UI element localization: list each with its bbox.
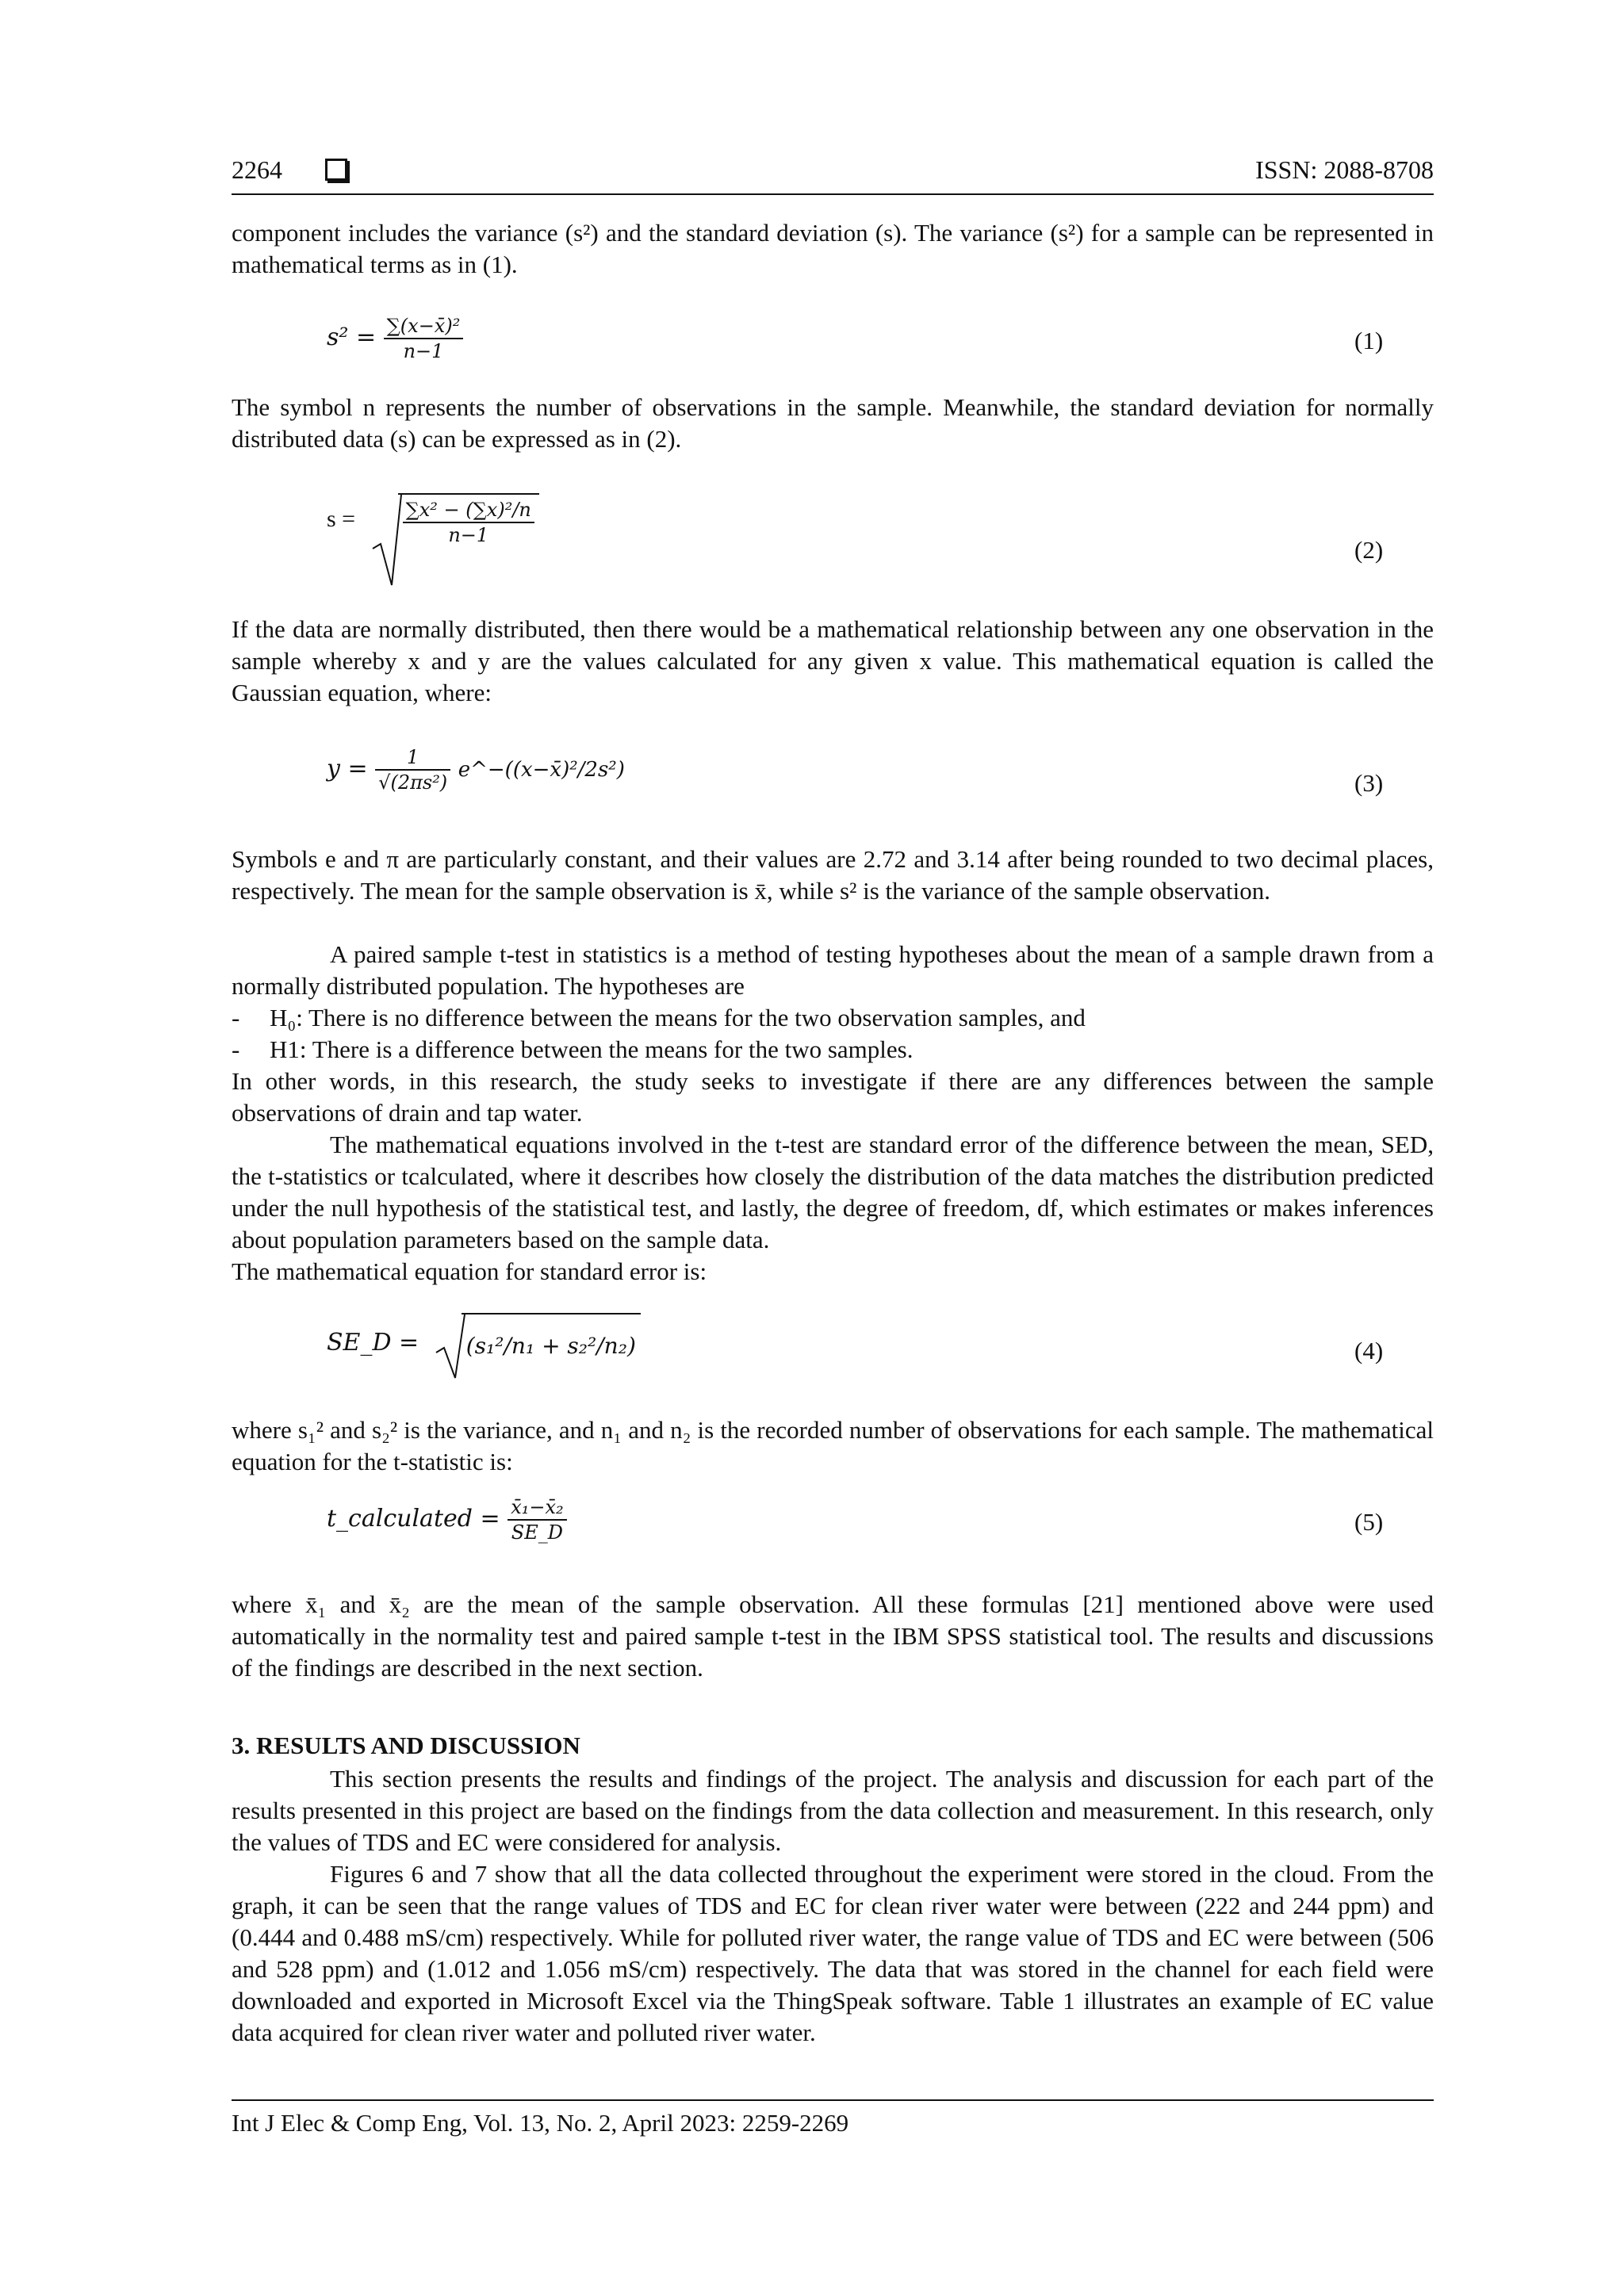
- square-root: [462, 1313, 641, 1375]
- equation-5: [327, 1495, 567, 1544]
- numerator: 1: [375, 745, 450, 771]
- denominator: √(2πs²): [378, 771, 448, 794]
- paragraph: This section presents the results and findings of the project. The analysis and discussion for each part of the results presented in this project are based on the findings from the data collection and measurement. In this research, only the values of TDS and EC were considered for analysis.: [232, 1765, 1434, 1856]
- equation-number: (1): [1354, 327, 1384, 354]
- page-header: [232, 155, 1434, 193]
- square-bullet-icon: [325, 159, 347, 181]
- footer-citation: Int J Elec & Comp Eng, Vol. 13, No. 2, April 2023: 2259-2269: [232, 2109, 849, 2137]
- paragraph: where x̄₁ and x̄₂ are the mean of the sample observation. All these formulas [21] mentioned above were used automatically in the normality test and paired sample t-test in the IBM SPSS statistical tool. The results and discussions of the findings are described in the next section.: [232, 1590, 1434, 1682]
- equation-1: [327, 314, 463, 363]
- equation-number: (3): [1354, 769, 1384, 797]
- paragraph: If the data are normally distributed, then there would be a mathematical relationship between any one observation in the sample whereby x and y are the values calculated for any given x value. This mathematical equation is called the Gaussian equation, where:: [232, 615, 1434, 706]
- paragraph: Figures 6 and 7 show that all the data collected throughout the experiment were stored in the cloud. From the graph, it can be seen that the range values of TDS and EC for clean river water were between (222 and 244 ppm) and (0.444 and 0.488 mS/cm) respectively. While for polluted river water, the range value of TDS and EC were between (506 and 528 ppm) and (1.012 and 1.056 mS/cm) respectively. The data that was stored in the channel for each field were downloaded and exported in Microsoft Excel via the ThingSpeak software. Table 1 illustrates an example of EC value data acquired for clean river water and polluted river water.: [232, 1860, 1434, 2046]
- equation-lhs: t_calculated =: [327, 1505, 500, 1533]
- radical-sign-icon: [371, 493, 403, 588]
- radicand: [398, 493, 539, 547]
- list-item: - H1: There is a difference between the means for the two samples.: [232, 1035, 914, 1063]
- paragraph: component includes the variance (s²) and the standard deviation (s). The variance (s²) for a sample can be represented in mathematical terms as in (1).: [232, 219, 1434, 278]
- fraction: [384, 314, 464, 363]
- paragraph: The symbol n represents the number of observations in the sample. Meanwhile, the standard deviation for normally distributed data (s) can be expressed as in (2).: [232, 393, 1434, 453]
- numerator: x̄₁−x̄₂: [508, 1495, 566, 1521]
- numerator: ∑x² − (∑x)²/n: [403, 498, 534, 523]
- page-number: 2264: [232, 155, 282, 184]
- numerator: ∑(x−x̄)²: [384, 314, 464, 339]
- equation-2: [327, 493, 539, 547]
- list-item: - H₀: There is no difference between the means for the two observation samples, and: [232, 1004, 1086, 1031]
- equation-lhs: y =: [327, 755, 368, 783]
- paragraph: where s₁² and s₂² is the variance, and n₁ and n₂ is the recorded number of observations for each sample. The mathematical equation for the t-statistic is:: [232, 1416, 1434, 1475]
- equation-3: [327, 745, 625, 794]
- paragraph: The mathematical equation for standard error is:: [232, 1257, 707, 1285]
- fraction: [403, 498, 534, 547]
- equation-lhs: s² =: [327, 323, 377, 351]
- denominator: SE_D: [511, 1521, 563, 1544]
- section-heading: 3. RESULTS AND DISCUSSION: [232, 1732, 580, 1759]
- equation-number: (5): [1354, 1508, 1384, 1536]
- fraction: [375, 745, 450, 794]
- list-item-text: H₀: There is no difference between the means for the two observation samples, and: [270, 1004, 1086, 1031]
- radical-sign-icon: [435, 1313, 466, 1381]
- radicand: (s₁²/n₁ + s₂²/n₂): [462, 1313, 641, 1375]
- footer-rule: [232, 2099, 1434, 2101]
- issn: ISSN: 2088-8708: [1255, 155, 1434, 184]
- square-root: [398, 493, 539, 547]
- equation-lhs: s =: [327, 506, 356, 532]
- exponential-term: e^−((x−x̄)²/2s²): [458, 758, 625, 782]
- paragraph: A paired sample t-test in statistics is a method of testing hypotheses about the mean of a sample drawn from a normally distributed population. The hypotheses are: [232, 940, 1434, 1000]
- equation-lhs: SE_D =: [327, 1329, 419, 1357]
- equation-number: (4): [1354, 1337, 1384, 1364]
- list-item-text: H1: There is a difference between the means for the two samples.: [270, 1035, 914, 1063]
- paragraph: Symbols e and π are particularly constant, and their values are 2.72 and 3.14 after being rounded to two decimal places, respectively. The mean for the sample observation is x̄, while s² is the variance of the sample observation.: [232, 845, 1434, 905]
- denominator: n−1: [448, 524, 489, 546]
- header-rule: [232, 193, 1434, 195]
- paragraph: In other words, in this research, the study seeks to investigate if there are any differences between the sample observations of drain and tap water.: [232, 1067, 1434, 1127]
- equation-4: [327, 1313, 641, 1375]
- denominator: n−1: [403, 340, 444, 362]
- paragraph: The mathematical equations involved in the t-test are standard error of the difference between the mean, SED, the t-statistics or tcalculated, where it describes how closely the distribution of the data matches the distribution predicted under the null hypothesis of the statistical test, and lastly, the degree of freedom, df, which estimates or makes inferences about population parameters based on the sample data.: [232, 1131, 1434, 1253]
- fraction: [508, 1495, 566, 1544]
- equation-number: (2): [1354, 536, 1384, 564]
